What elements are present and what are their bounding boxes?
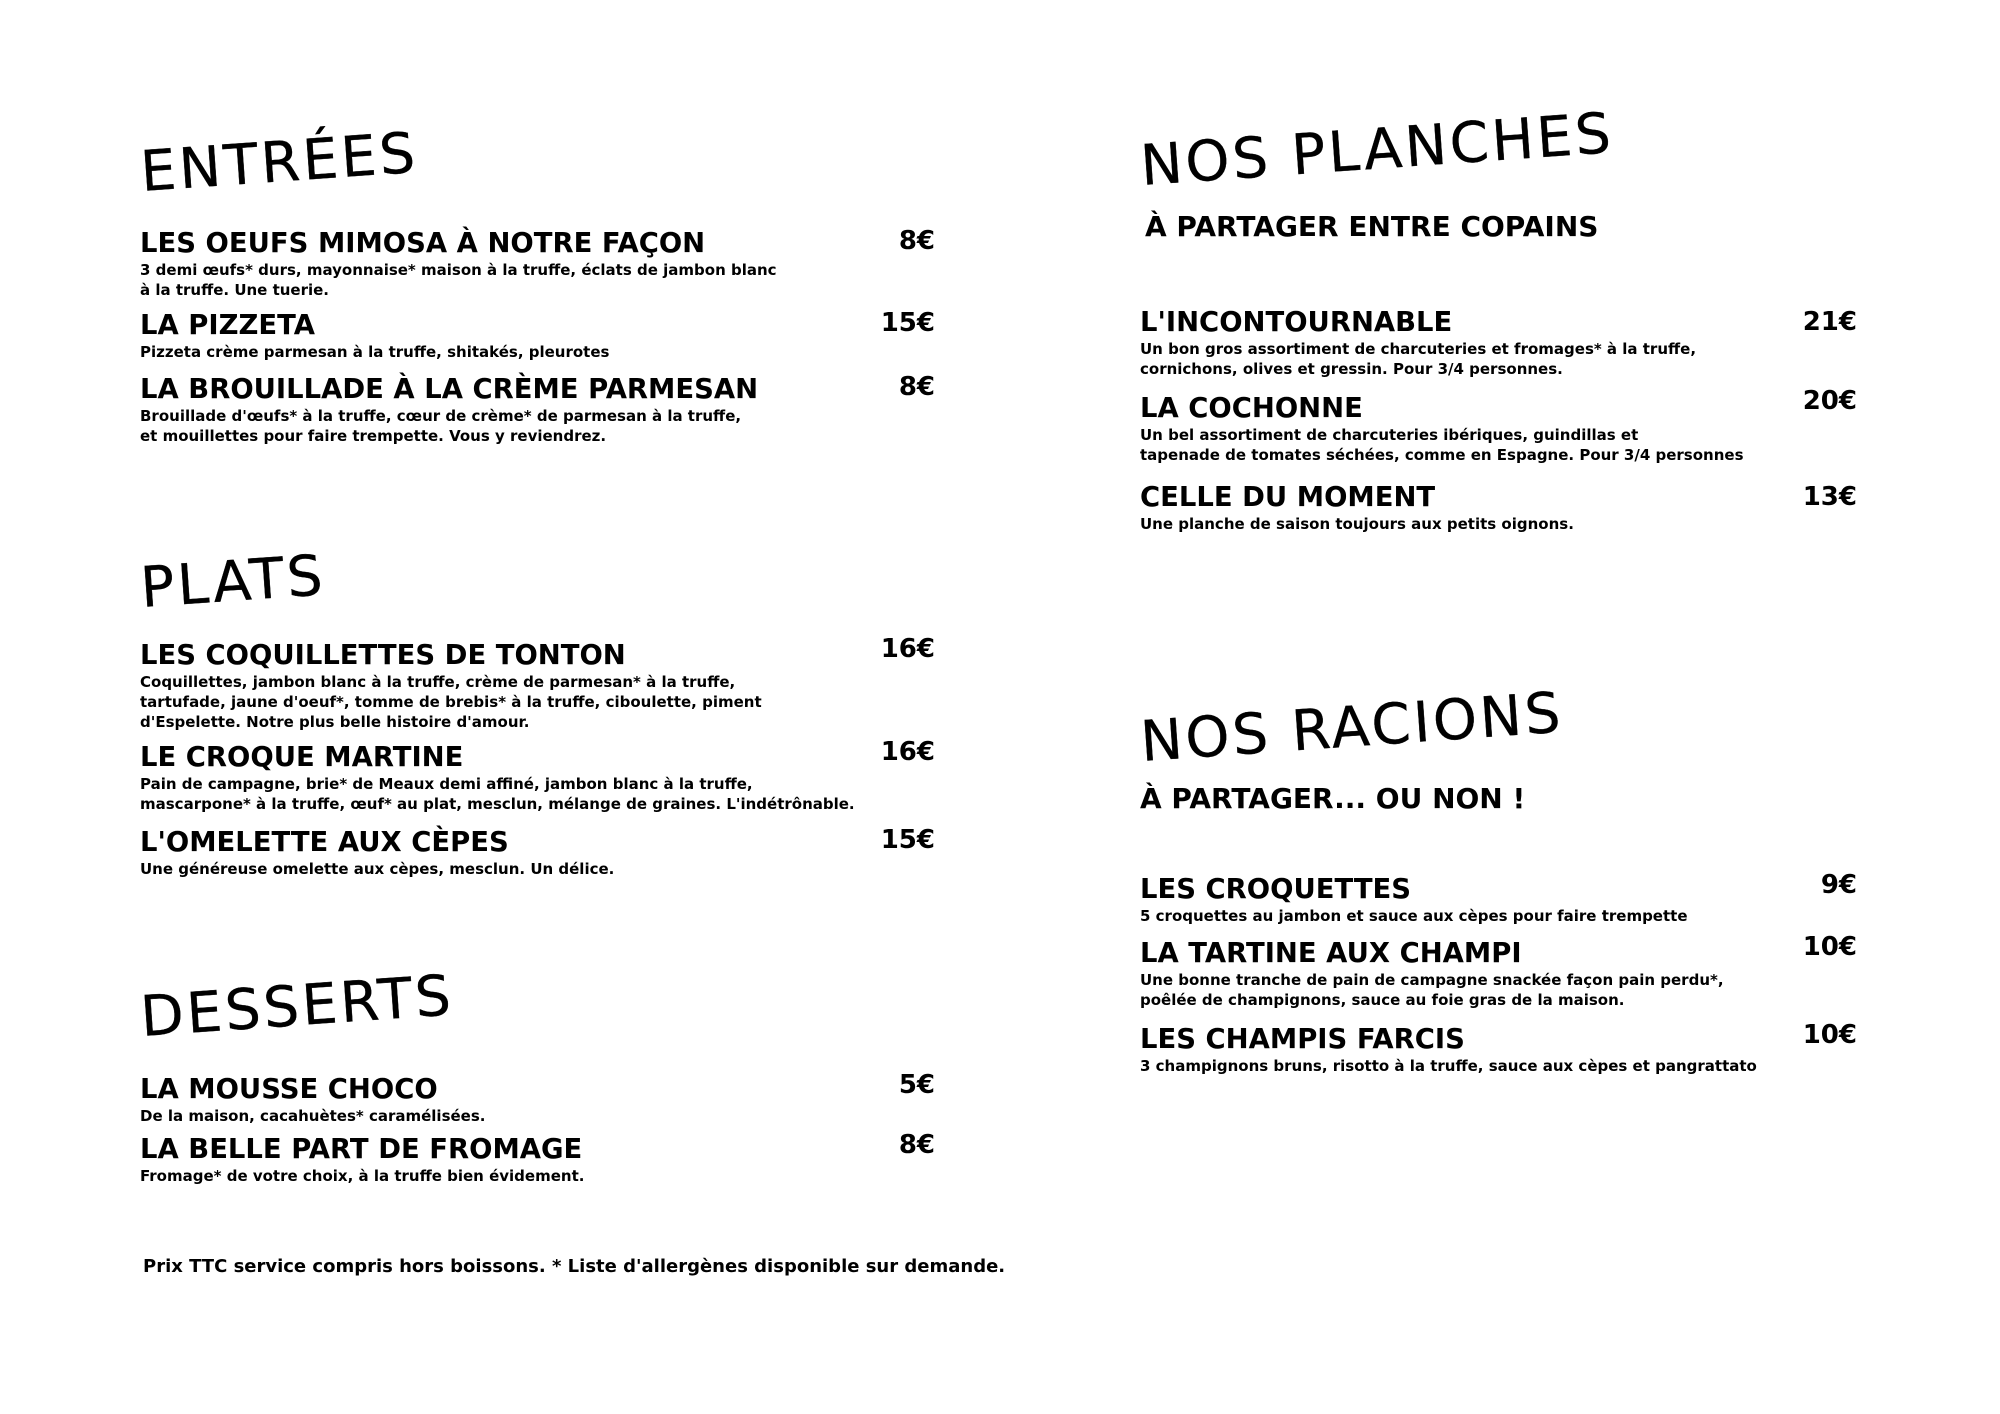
item-description: Pizzeta crème parmesan à la truffe, shitakés, pleurotes	[140, 343, 610, 361]
section-subtitle-racions: À PARTAGER... OU NON !	[1140, 782, 1526, 815]
section-title-entrees: ENTRÉES	[138, 120, 421, 205]
item-description: Fromage* de votre choix, à la truffe bien évidement.	[140, 1167, 585, 1185]
item-name: LA COCHONNE	[1140, 391, 1363, 424]
section-title-desserts: DESSERTS	[138, 963, 456, 1050]
item-price: 15€	[880, 825, 935, 855]
item-price: 13€	[1802, 482, 1857, 512]
menu-item	[140, 740, 960, 814]
item-price: 15€	[880, 308, 935, 338]
item-name: LES CHAMPIS FARCIS	[1140, 1022, 1465, 1055]
item-name: LES COQUILLETTES DE TONTON	[140, 638, 626, 671]
item-description: Une généreuse omelette aux cèpes, mesclun. Un délice.	[140, 860, 615, 878]
item-description: Un bon gros assortiment de charcuteries et fromages* à la truffe, cornichons, olives et gressin. Pour 3/4 personnes.	[1140, 340, 1697, 378]
menu-item	[140, 1072, 940, 1126]
section-title-plats: PLATS	[138, 543, 328, 621]
menu-item	[140, 1132, 940, 1186]
item-price: 10€	[1802, 932, 1857, 962]
menu-item	[140, 308, 940, 362]
item-name: LA BELLE PART DE FROMAGE	[140, 1132, 583, 1165]
section-title-racions: NOS RACIONS	[1138, 680, 1566, 775]
item-description: Brouillade d'œufs* à la truffe, cœur de crème* de parmesan à la truffe, et mouillettes pour faire trempette. Vous y reviendrez.	[140, 407, 742, 445]
item-price: 8€	[898, 372, 935, 402]
item-name: LES OEUFS MIMOSA À NOTRE FAÇON	[140, 226, 706, 259]
footer-note: Prix TTC service compris hors boissons. * Liste d'allergènes disponible sur demande.	[143, 1256, 1006, 1277]
item-description: Pain de campagne, brie* de Meaux demi affiné, jambon blanc à la truffe, mascarpone* à la truffe, œuf* au plat, mesclun, mélange de graines. L'indétrônable.	[140, 775, 855, 813]
item-price: 9€	[1820, 870, 1857, 900]
item-description: 3 demi œufs* durs, mayonnaise* maison à la truffe, éclats de jambon blanc à la truffe. Une tuerie.	[140, 261, 777, 299]
menu-item	[140, 638, 960, 732]
item-price: 5€	[898, 1070, 935, 1100]
item-name: LA MOUSSE CHOCO	[140, 1072, 438, 1105]
section-subtitle-planches: À PARTAGER ENTRE COPAINS	[1145, 210, 1599, 243]
menu-item	[140, 226, 940, 300]
item-name: CELLE DU MOMENT	[1140, 480, 1436, 513]
item-description: De la maison, cacahuètes* caramélisées.	[140, 1107, 486, 1125]
menu-item	[140, 372, 940, 446]
item-name: L'INCONTOURNABLE	[1140, 305, 1453, 338]
item-description: 5 croquettes au jambon et sauce aux cèpes pour faire trempette	[1140, 907, 1688, 925]
item-name: LA PIZZETA	[140, 308, 315, 341]
item-price: 16€	[880, 634, 935, 664]
item-description: Un bel assortiment de charcuteries ibériques, guindillas et tapenade de tomates séchées, comme en Espagne. Pour 3/4 personnes	[1140, 426, 1744, 464]
item-price: 10€	[1802, 1020, 1857, 1050]
item-name: L'OMELETTE AUX CÈPES	[140, 825, 509, 858]
item-price: 20€	[1802, 386, 1857, 416]
item-description: 3 champignons bruns, risotto à la truffe, sauce aux cèpes et pangrattato	[1140, 1057, 1757, 1075]
item-description: Une bonne tranche de pain de campagne snackée façon pain perdu*, poêlée de champignons, sauce au foie gras de la maison.	[1140, 971, 1724, 1009]
menu-item	[140, 825, 960, 879]
item-description: Coquillettes, jambon blanc à la truffe, crème de parmesan* à la truffe, tartufade, jaune d'oeuf*, tomme de brebis* à la truffe, ciboulette, piment d'Espelette. Notre plus belle histoire d'amour.	[140, 673, 762, 731]
section-title-planches: NOS PLANCHES	[1138, 101, 1616, 199]
item-name: LE CROQUE MARTINE	[140, 740, 464, 773]
item-name: LES CROQUETTES	[1140, 872, 1412, 905]
item-name: LA BROUILLADE À LA CRÈME PARMESAN	[140, 372, 759, 405]
item-price: 16€	[880, 737, 935, 767]
item-price: 21€	[1802, 307, 1857, 337]
item-description: Une planche de saison toujours aux petits oignons.	[1140, 515, 1574, 533]
item-price: 8€	[898, 1130, 935, 1160]
item-price: 8€	[898, 226, 935, 256]
item-name: LA TARTINE AUX CHAMPI	[1140, 936, 1522, 969]
